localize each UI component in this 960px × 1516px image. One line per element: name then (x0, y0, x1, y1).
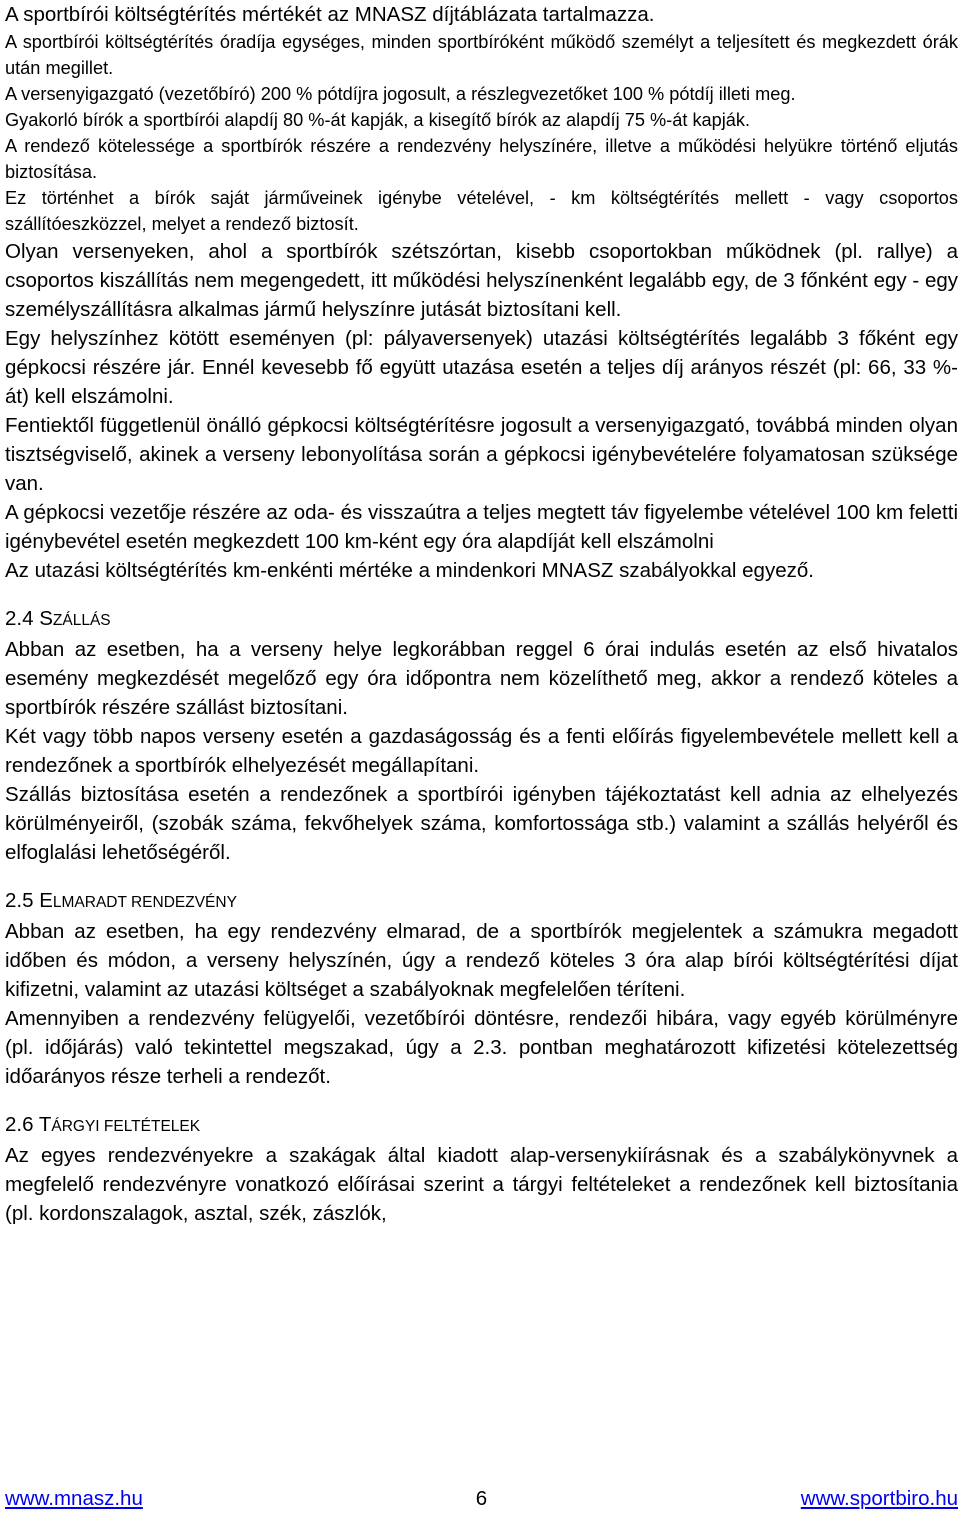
section-title-rest: LMARADT RENDEZVÉNY (52, 894, 237, 911)
paragraph-accommodation-info: Szállás biztosítása esetén a rendezőnek a sportbírói igényben tájékoztatást kell adnia az elhelyezés körülményeiről, (szobák száma, fekvőhelyek száma, komfortossága stb.) valamint a szállás helyéről és elfoglalási lehetőségéről. (5, 783, 958, 864)
page-footer (5, 1487, 958, 1515)
paragraph-material-requirements: Az egyes rendezvényekre a szakágak által kiadott alap-versenykiírásnak és a szabálykönyvnek a megfelelő rendezvényre vonatkozó előírásai szerint a tárgyi feltételeket a rendezőnek kell biztosítania (pl. kordonszalagok, asztal, szék, zászlók, (5, 1144, 958, 1225)
section-number: 2.5 (5, 889, 40, 912)
section-title-initial: T (38, 1113, 52, 1136)
paragraph-multiday-event: Két vagy több napos verseny esetén a gazdaságosság és a fenti előírás figyelembevétele mellett kell a rendezőnek a sportbírók elhelyezését megállapítani. (5, 725, 958, 777)
section-title-initial: E (39, 889, 53, 912)
section-number: 2.4 (5, 607, 40, 630)
section-heading-material-conditions (5, 1110, 958, 1141)
paragraph-own-car: Fentiektől függetlenül önálló gépkocsi költségtérítésre jogosult a versenyigazgató, továbbá minden olyan tisztségviselő, akinek a verseny lebonyolítása során a gépkocsi igénybevételére folyamatosan szüksége van. (5, 414, 958, 495)
paragraph-km-rate: Az utazási költségtérítés km-enkénti mértéke a mindenkori MNASZ szabályokkal egyező. (5, 559, 814, 582)
paragraph-fee-table: A sportbírói költségtérítés mértékét az MNASZ díjtáblázata tartalmazza. (5, 3, 655, 26)
footer-link-mnasz[interactable]: www.mnasz.hu (5, 1487, 143, 1510)
section-number: 2.6 (5, 1113, 39, 1136)
section-heading-cancelled-event (5, 886, 958, 917)
paragraph-interrupted-event: Amennyiben a rendezvény felügyelői, vezetőbírói döntésre, rendezői hibára, vagy egyéb körülményre (pl. időjárás) való tekintettel megszakad, úgy a 2.3. pontban meghatározott kifizetési kötelezettség időarányos része terheli a rendezőt. (5, 1007, 958, 1088)
paragraph-trainee-fees: Gyakorló bírók a sportbírói alapdíj 80 %-át kapják, a kisegítő bírók az alapdíj 75 %-át kapják. (5, 110, 751, 130)
page-number: 6 (475, 1487, 488, 1510)
footer-link-sportbiro[interactable]: www.sportbiro.hu (800, 1487, 958, 1510)
paragraph-driver-fee: A gépkocsi vezetője részére az oda- és visszaútra a teljes megtett táv figyelembe vételével 100 km feletti igénybevétel esetén megkezdett 100 km-ként egy óra alapdíját kell elszámolni (5, 501, 958, 553)
document-page (5, 0, 958, 1228)
section-title-rest: ZÁLLÁS (52, 612, 111, 629)
section-title-initial: S (39, 607, 53, 630)
paragraph-accommodation-rule: Abban az esetben, ha a verseny helye legkorábban reggel 6 órai indulás esetén az első hivatalos esemény megkezdését megelőző egy óra időpontra nem közelíthető meg, akkor a rendező köteles a sportbírók részére szállást biztosítani. (5, 638, 958, 719)
section-title-rest: ÁRGYI FELTÉTELEK (51, 1118, 201, 1135)
paragraph-rally-transport: Olyan versenyeken, ahol a sportbírók szétszórtan, kisebb csoportokban működnek (pl. rallye) a csoportos kiszállítás nem megengedett, itt működési helyszínenként legalább egy, de 3 főnként egy - egy személyszállításra alkalmas jármű helyszínre jutását biztosítani kell. (5, 240, 958, 321)
paragraph-hourly-rate: A sportbírói költségtérítés óradíja egységes, minden sportbíróként működő személyt a teljesített és megkezdett órák után megillet. (5, 32, 958, 78)
paragraph-director-surcharge: A versenyigazgató (vezetőbíró) 200 % pótdíjra jogosult, a részlegvezetőket 100 % pótdíj illeti meg. (5, 84, 796, 104)
paragraph-transport-options: Ez történhet a bírók saját járműveinek igénybe vételével, - km költségtérítés mellett - vagy csoportos szállítóeszközzel, melyet a rendező biztosít. (5, 188, 958, 234)
section-heading-accommodation (5, 604, 958, 635)
paragraph-cancelled-fee: Abban az esetben, ha egy rendezvény elmarad, de a sportbírók megjelentek a számukra megadott időben és módon, a verseny helyszínén, úgy a rendező köteles 3 óra alap bírói költségtérítési díjat kifizetni, valamint az utazási költséget a szabályoknak megfelelően téríteni. (5, 920, 958, 1001)
paragraph-travel-compensation: Egy helyszínhez kötött eseményen (pl: pályaversenyek) utazási költségtérítés legalább 3 főként egy gépkocsi részére jár. Ennél kevesebb fő együtt utazása esetén a teljes díj arányos részét (pl: 66, 33 %-át) kell elszámolni. (5, 327, 958, 408)
paragraph-organizer-duty: A rendező kötelessége a sportbírók részére a rendezvény helyszínére, illetve a működési helyükre történő eljutás biztosítása. (5, 136, 958, 182)
